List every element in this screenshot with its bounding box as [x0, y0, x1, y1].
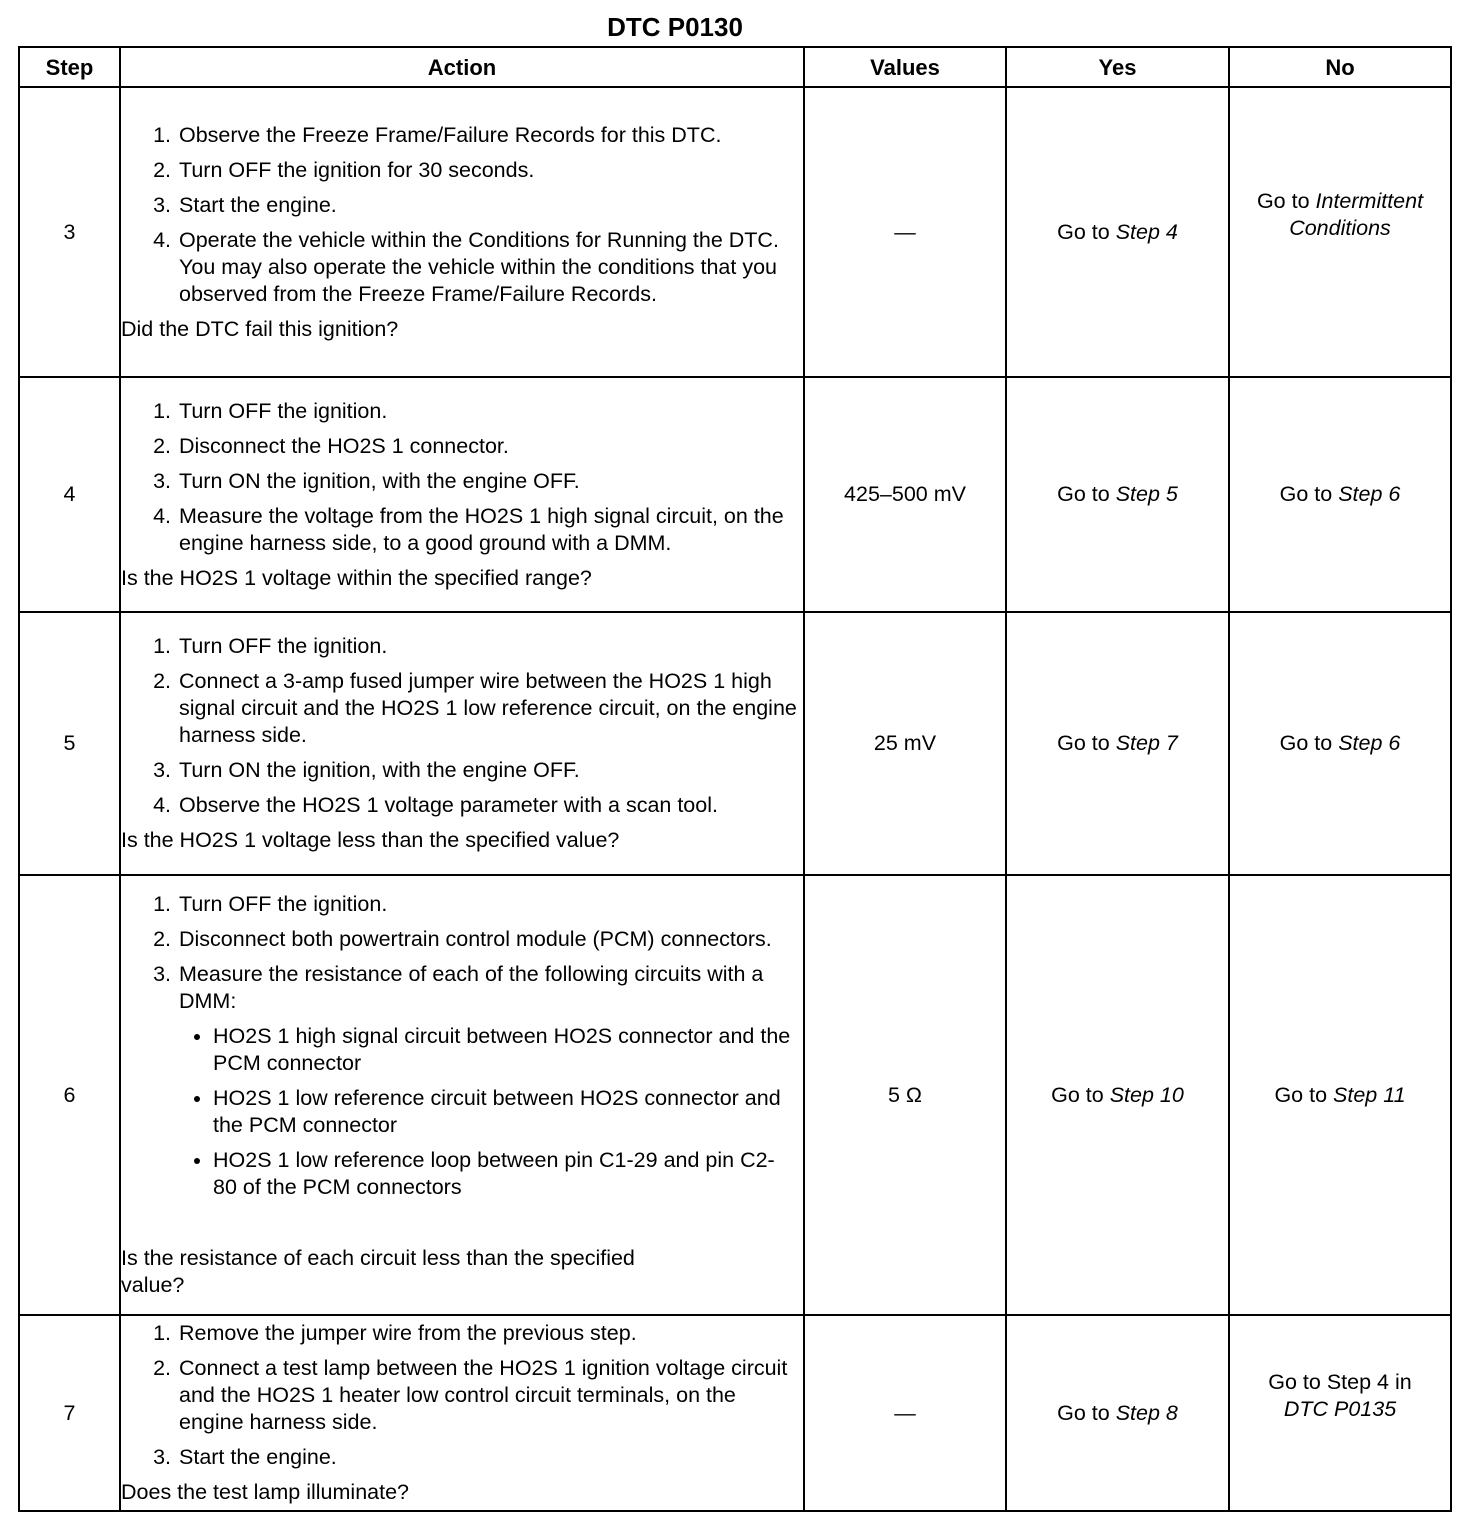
yes-target: Step 4 — [1115, 219, 1178, 244]
table-row — [19, 1315, 1451, 1511]
action-list — [121, 398, 803, 557]
no-cell — [1229, 875, 1451, 1315]
action-item: 1. Turn OFF the ignition. — [177, 633, 803, 660]
action-question: Does the test lamp illuminate? — [121, 1480, 410, 1504]
table-row — [19, 87, 1451, 377]
step-number: 5 — [19, 612, 120, 875]
value-cell: 5 Ω — [804, 875, 1006, 1315]
action-item: 1. Turn OFF the ignition. — [177, 398, 803, 425]
bullet-list — [179, 1023, 803, 1201]
page-title: DTC P0130 — [607, 12, 743, 42]
no-target: Step 11 — [1333, 1082, 1406, 1107]
table-row — [19, 612, 1451, 875]
action-list — [121, 122, 803, 308]
no-target: Step 6 — [1338, 482, 1401, 506]
step-number: 7 — [19, 1315, 120, 1511]
action-item: 1. Remove the jumper wire from the previous step. — [177, 1320, 803, 1347]
no-lead: Go to — [1279, 482, 1333, 506]
value-cell: 425–500 mV — [804, 377, 1006, 612]
value-cell: 25 mV — [804, 612, 1006, 875]
action-cell — [120, 377, 804, 612]
action-item: 2. Turn OFF the ignition for 30 seconds. — [177, 157, 803, 184]
action-cell — [120, 875, 804, 1315]
action-list — [121, 633, 803, 819]
no-lead: Go to Step 4 in — [1268, 1370, 1412, 1394]
action-item: 2. Disconnect the HO2S 1 connector. — [177, 433, 803, 460]
action-question: Is the resistance of each circuit less than the specified value? — [121, 1246, 635, 1297]
action-item: 4. Observe the HO2S 1 voltage parameter with a scan tool. — [177, 792, 803, 819]
action-list — [121, 891, 803, 1201]
yes-target: Step 7 — [1115, 731, 1178, 755]
value-cell: — — [804, 87, 1006, 377]
no-cell — [1229, 87, 1451, 377]
action-item: 3. Turn ON the ignition, with the engine OFF. — [177, 468, 803, 495]
yes-lead: Go to — [1051, 1082, 1104, 1107]
no-cell — [1229, 377, 1451, 612]
bullet-item: • HO2S 1 low reference circuit between HO2S connector and the PCM connector — [213, 1085, 803, 1139]
action-list — [121, 1320, 803, 1471]
yes-lead: Go to — [1057, 482, 1110, 506]
action-cell — [120, 87, 804, 377]
action-item: 2. Connect a test lamp between the HO2S 1 ignition voltage circuit and the HO2S 1 heater low control circuit terminals, on the engine harness side. — [177, 1355, 803, 1436]
bullet-item: • HO2S 1 low reference loop between pin C1-29 and pin C2- 80 of the PCM connectors — [213, 1147, 803, 1201]
yes-lead: Go to — [1057, 1400, 1110, 1425]
action-item: 1. Observe the Freeze Frame/Failure Records for this DTC. — [177, 122, 803, 149]
yes-target: Step 8 — [1115, 1400, 1178, 1425]
action-item: 1. Turn OFF the ignition. — [177, 891, 803, 918]
action-item: 4. Operate the vehicle within the Conditions for Running the DTC. You may also operate the vehicle within the conditions that you observed from the Freeze Frame/Failure Records. — [177, 227, 803, 308]
no-cell — [1229, 612, 1451, 875]
header-no: No — [1229, 47, 1451, 87]
header-yes: Yes — [1006, 47, 1229, 87]
yes-lead: Go to — [1057, 731, 1110, 755]
yes-cell — [1006, 1315, 1229, 1511]
no-lead: Go to — [1274, 1082, 1328, 1107]
yes-target: Step 10 — [1109, 1082, 1184, 1107]
header-action: Action — [120, 47, 804, 87]
action-question: Is the HO2S 1 voltage within the specified range? — [121, 565, 592, 590]
action-item: 3. Start the engine. — [177, 192, 803, 219]
action-question: Is the HO2S 1 voltage less than the specified value? — [121, 828, 620, 852]
yes-target: Step 5 — [1115, 482, 1178, 506]
header-row — [19, 47, 1451, 87]
action-item: 2. Connect a 3-amp fused jumper wire between the HO2S 1 high signal circuit and the HO2S 1 low reference circuit, on the engine harness side. — [177, 668, 803, 749]
step-number: 6 — [19, 875, 120, 1315]
diagnostic-table — [18, 46, 1452, 1512]
action-item: 3. Start the engine. — [177, 1444, 803, 1471]
no-target: Intermittent Conditions — [1289, 189, 1424, 240]
header-step: Step — [19, 47, 120, 87]
step-number: 3 — [19, 87, 120, 377]
action-item — [177, 961, 803, 1201]
no-lead: Go to — [1279, 731, 1333, 755]
action-question: Did the DTC fail this ignition? — [121, 316, 399, 341]
table-row — [19, 875, 1451, 1315]
no-lead: Go to — [1256, 189, 1310, 213]
step-number: 4 — [19, 377, 120, 612]
yes-cell — [1006, 875, 1229, 1315]
yes-cell — [1006, 612, 1229, 875]
value-cell: — — [804, 1315, 1006, 1511]
yes-cell — [1006, 377, 1229, 612]
no-cell — [1229, 1315, 1451, 1511]
yes-lead: Go to — [1057, 219, 1110, 244]
table-row — [19, 377, 1451, 612]
yes-cell — [1006, 87, 1229, 377]
action-item-text: Measure the resistance of each of the following circuits with a DMM: — [179, 962, 764, 1013]
header-values: Values — [804, 47, 1006, 87]
action-cell — [120, 612, 804, 875]
no-target: DTC P0135 — [1283, 1397, 1397, 1421]
action-item: 4. Measure the voltage from the HO2S 1 high signal circuit, on the engine harness side, to a good ground with a DMM. — [177, 503, 803, 557]
action-item: 2. Disconnect both powertrain control module (PCM) connectors. — [177, 926, 803, 953]
bullet-item: • HO2S 1 high signal circuit between HO2S connector and the PCM connector — [213, 1023, 803, 1077]
no-target: Step 6 — [1338, 731, 1401, 755]
action-cell — [120, 1315, 804, 1511]
action-item: 3. Turn ON the ignition, with the engine OFF. — [177, 757, 803, 784]
